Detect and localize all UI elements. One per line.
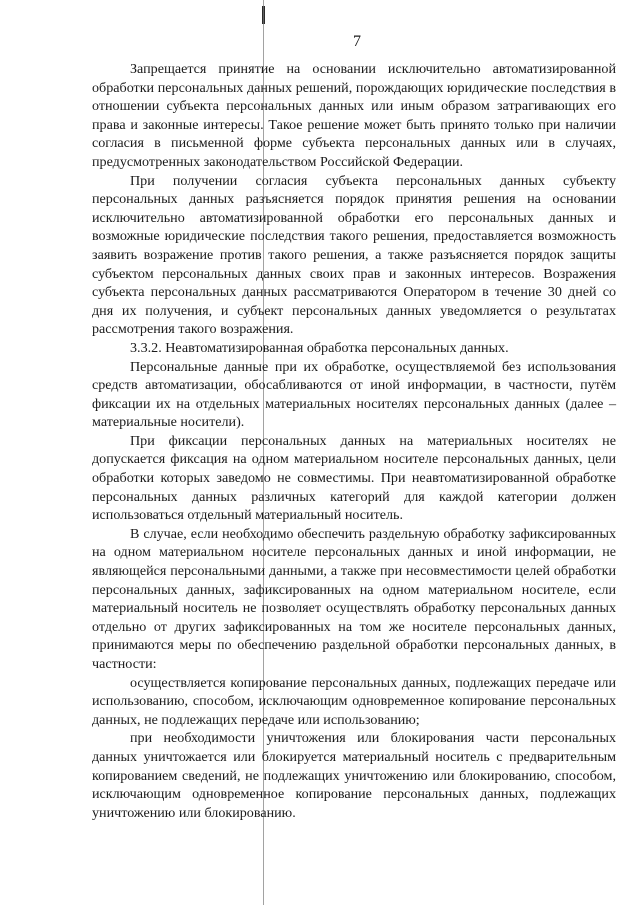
paragraph: Персональные данные при их обработке, осуществляемой без использования средств автоматизации, обосабливаются от иной информации, в частности, путём фиксации их на отдельных материальных носителях персональных данных (далее – материальные носители). <box>92 358 616 431</box>
document-body <box>92 60 616 822</box>
paragraph: В случае, если необходимо обеспечить раздельную обработку зафиксированных на одном материальном носителе персональных данных и иной информации, не являющейся персональными данными, а также при несовместимости целей обработки персональных данных, зафиксированных на одном материальном носителе, если материальный носитель не позволяет осуществлять обработку персональных данных отдельно от других зафиксированных на том же носителе персональных данных, принимаются меры по обеспечению раздельной обработки персональных данных, в частности: <box>92 525 616 672</box>
section-heading: 3.3.2. Неавтоматизированная обработка персональных данных. <box>130 339 509 356</box>
list-item: осуществляется копирование персональных данных, подлежащих передаче или использованию, способом, исключающим одновременное копирование персональных данных, не подлежащих передаче или использованию; <box>92 674 616 728</box>
list-item: при необходимости уничтожения или блокирования части персональных данных уничтожается или блокируется материальный носитель с предварительным копированием сведений, не подлежащих уничтожению или блокированию, способом, исключающим одновременное копирование персональных данных, подлежащих уничтожению или блокированию. <box>92 730 616 821</box>
page-number: 7 <box>353 33 361 50</box>
paragraph: При получении согласия субъекта персональных данных субъекту персональных данных разъясняется порядок принятия решения на основании исключительно автоматизированной обработки его персональных данных и возможные юридические последствия такого решения, предоставляется возможность заявить возражение против такого решения, а также разъясняется порядок защиты субъектом персональных данных своих прав и законных интересов. Возражения субъекта персональных данных рассматриваются Оператором в течение 30 дней со дня их получения, и субъект персональных данных уведомляется о результатах рассмотрения такого возражения. <box>92 172 616 338</box>
paragraph: Запрещается принятие на основании исключительно автоматизированной обработки персональных данных решений, порождающих юридические последствия в отношении субъекта персональных данных или иным образом затрагивающих его права и законные интересы. Такое решение может быть принято только при наличии согласия в письменной форме субъекта персональных данных или в случаях, предусмотренных законодательством Российской Федерации. <box>92 61 616 170</box>
paragraph: При фиксации персональных данных на материальных носителях не допускается фиксация на одном материальном носителе персональных данных, цели обработки которых заведомо не совместимы. При неавтоматизированной обработке персональных данных различных категорий для каждой категории должен использоваться отдельный материальный носитель. <box>92 432 616 524</box>
